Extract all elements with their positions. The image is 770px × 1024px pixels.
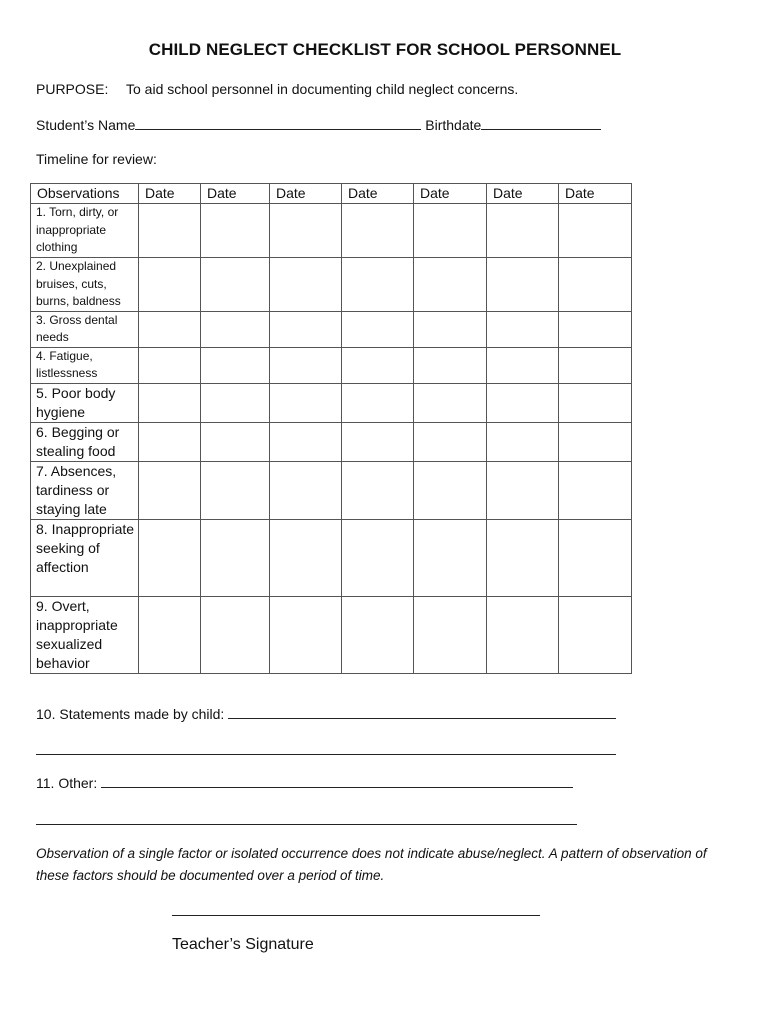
date-cell[interactable]: [270, 422, 342, 461]
date-cell[interactable]: [201, 258, 270, 312]
date-cell[interactable]: [414, 311, 487, 347]
observation-item: 3. Gross dental needs: [31, 311, 139, 347]
date-cell[interactable]: [559, 311, 632, 347]
date-cell[interactable]: [139, 461, 201, 519]
date-cell[interactable]: [487, 258, 559, 312]
date-cell[interactable]: [342, 204, 414, 258]
date-cell[interactable]: [201, 519, 270, 596]
statements-row: [36, 705, 616, 722]
birthdate-field[interactable]: [481, 116, 601, 130]
date-header: Date: [139, 184, 201, 204]
date-cell[interactable]: [487, 596, 559, 673]
date-cell[interactable]: [139, 596, 201, 673]
table-row: [31, 519, 632, 596]
statements-field[interactable]: [228, 705, 616, 719]
date-cell[interactable]: [270, 311, 342, 347]
date-header: Date: [487, 184, 559, 204]
date-cell[interactable]: [342, 519, 414, 596]
observation-item: 8. Inappropriate seeking of affection: [31, 519, 139, 596]
date-cell[interactable]: [201, 311, 270, 347]
date-cell[interactable]: [342, 311, 414, 347]
page-title: CHILD NEGLECT CHECKLIST FOR SCHOOL PERSONNEL: [148, 40, 622, 59]
date-cell[interactable]: [559, 204, 632, 258]
date-cell[interactable]: [139, 519, 201, 596]
observation-table: [30, 183, 632, 674]
other-field-line-2[interactable]: [36, 824, 577, 825]
date-cell[interactable]: [201, 204, 270, 258]
table-row: [31, 383, 632, 422]
date-cell[interactable]: [487, 383, 559, 422]
date-cell[interactable]: [487, 461, 559, 519]
date-cell[interactable]: [559, 461, 632, 519]
date-header: Date: [559, 184, 632, 204]
date-cell[interactable]: [139, 347, 201, 383]
other-field[interactable]: [101, 774, 573, 788]
date-cell[interactable]: [414, 347, 487, 383]
table-row: [31, 596, 632, 673]
date-cell[interactable]: [342, 596, 414, 673]
birthdate-label: Birthdate: [425, 117, 482, 133]
student-row: [36, 116, 601, 133]
date-cell[interactable]: [342, 258, 414, 312]
date-cell[interactable]: [201, 383, 270, 422]
observation-item: 5. Poor body hygiene: [31, 383, 139, 422]
signature-line[interactable]: [172, 915, 540, 916]
date-cell[interactable]: [201, 461, 270, 519]
date-cell[interactable]: [342, 383, 414, 422]
date-cell[interactable]: [201, 422, 270, 461]
date-cell[interactable]: [270, 383, 342, 422]
date-header: Date: [342, 184, 414, 204]
date-cell[interactable]: [201, 347, 270, 383]
table-row: [31, 347, 632, 383]
table-row: [31, 258, 632, 312]
date-cell[interactable]: [414, 519, 487, 596]
signature-label: Teacher’s Signature: [172, 936, 314, 953]
date-cell[interactable]: [342, 347, 414, 383]
other-label: 11. Other:: [36, 775, 98, 791]
date-header: Date: [201, 184, 270, 204]
date-header: Date: [414, 184, 487, 204]
date-cell[interactable]: [487, 347, 559, 383]
statements-label: 10. Statements made by child:: [36, 706, 225, 722]
table-row: [31, 461, 632, 519]
date-cell[interactable]: [559, 383, 632, 422]
date-cell[interactable]: [414, 383, 487, 422]
table-row: [31, 204, 632, 258]
date-cell[interactable]: [487, 519, 559, 596]
date-cell[interactable]: [559, 347, 632, 383]
date-cell[interactable]: [342, 422, 414, 461]
date-cell[interactable]: [559, 596, 632, 673]
disclaimer-note: Observation of a single factor or isolated occurrence does not indicate abuse/neglect. A pattern of observation of these factors should be documented over a period of time.: [36, 846, 707, 883]
date-cell[interactable]: [270, 461, 342, 519]
observation-item: 9. Overt, inappropriate sexualized behavior: [31, 596, 139, 673]
date-cell[interactable]: [270, 347, 342, 383]
date-cell[interactable]: [270, 258, 342, 312]
date-cell[interactable]: [414, 204, 487, 258]
date-cell[interactable]: [139, 258, 201, 312]
date-cell[interactable]: [487, 311, 559, 347]
date-cell[interactable]: [270, 596, 342, 673]
date-cell[interactable]: [270, 519, 342, 596]
date-cell[interactable]: [139, 383, 201, 422]
table-header-row: [31, 184, 632, 204]
observation-item: 2. Unexplained bruises, cuts, burns, baldness: [31, 258, 139, 312]
table-row: [31, 311, 632, 347]
date-cell[interactable]: [487, 204, 559, 258]
purpose-label: PURPOSE:: [36, 81, 109, 97]
date-cell[interactable]: [559, 422, 632, 461]
purpose-text: To aid school personnel in documenting child neglect concerns.: [126, 81, 519, 97]
date-cell[interactable]: [559, 258, 632, 312]
table-row: [31, 422, 632, 461]
observation-item: 4. Fatigue, listlessness: [31, 347, 139, 383]
date-cell[interactable]: [139, 204, 201, 258]
student-name-label: Student’s Name: [36, 117, 136, 133]
date-cell[interactable]: [414, 258, 487, 312]
date-cell[interactable]: [414, 461, 487, 519]
date-cell[interactable]: [414, 422, 487, 461]
date-cell[interactable]: [414, 596, 487, 673]
date-cell[interactable]: [139, 311, 201, 347]
statements-field-line-2[interactable]: [36, 754, 616, 755]
date-cell[interactable]: [270, 204, 342, 258]
timeline-label: Timeline for review:: [36, 151, 157, 167]
date-cell[interactable]: [559, 519, 632, 596]
student-name-field[interactable]: [135, 116, 421, 130]
observations-header: Observations: [31, 184, 139, 204]
date-header: Date: [270, 184, 342, 204]
date-cell[interactable]: [487, 422, 559, 461]
observation-item: 1. Torn, dirty, or inappropriate clothing: [31, 204, 139, 258]
other-row: [36, 774, 573, 791]
date-cell[interactable]: [139, 422, 201, 461]
observation-item: 6. Begging or stealing food: [31, 422, 139, 461]
date-cell[interactable]: [342, 461, 414, 519]
observation-item: 7. Absences, tardiness or staying late: [31, 461, 139, 519]
date-cell[interactable]: [201, 596, 270, 673]
